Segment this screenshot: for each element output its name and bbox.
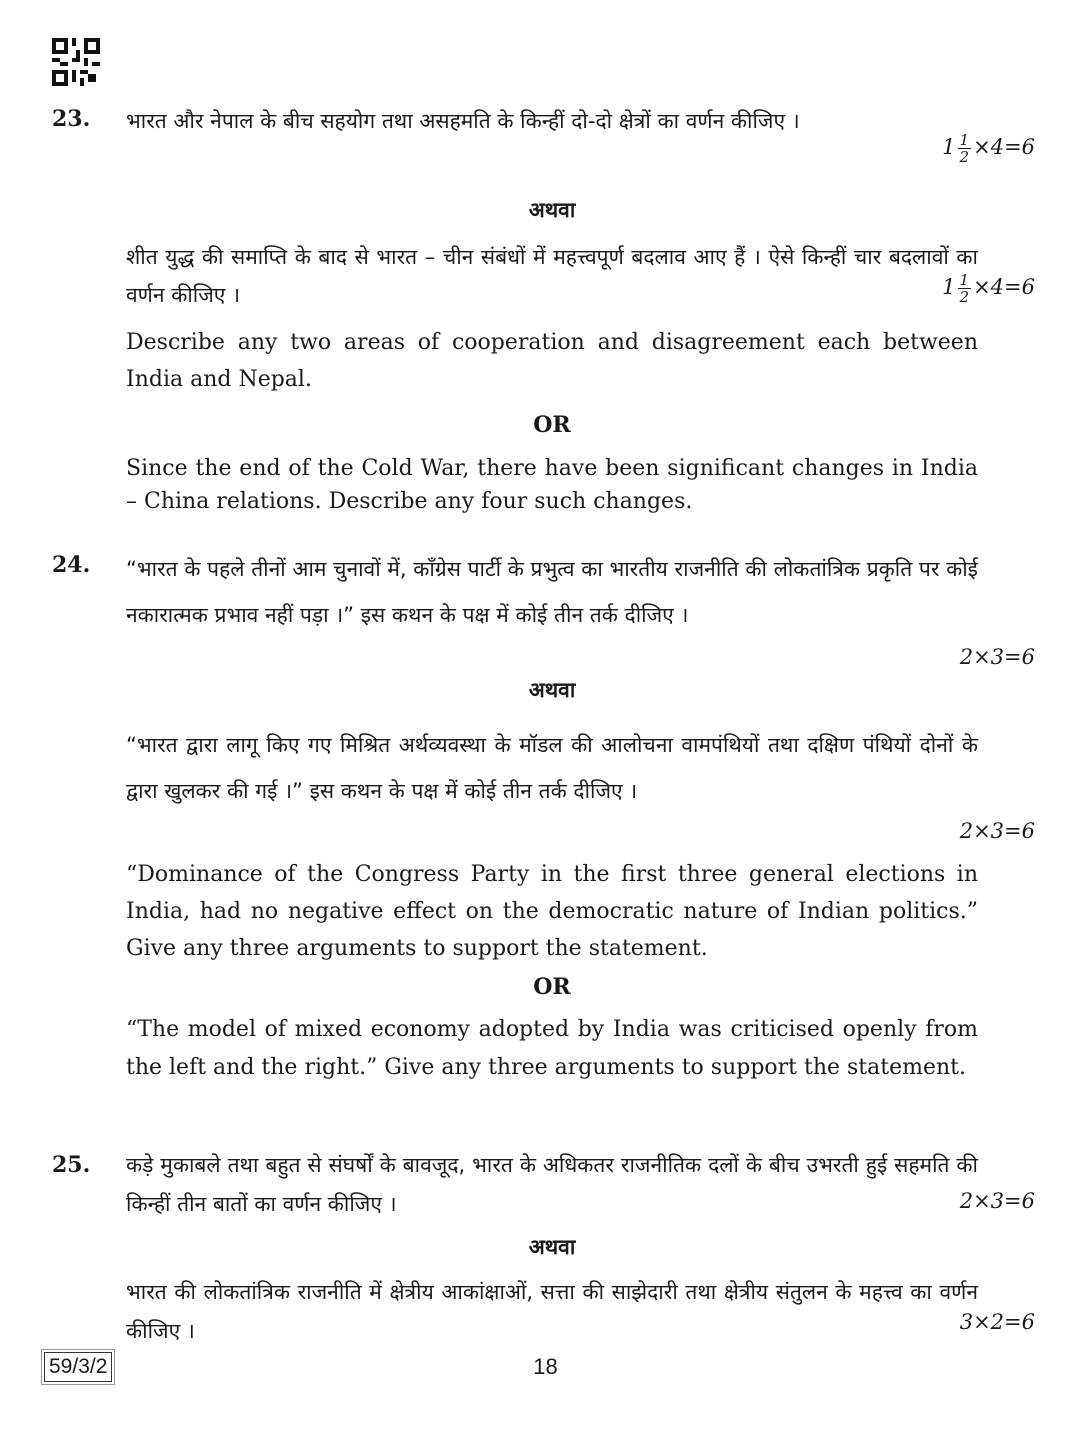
or-heading: OR xyxy=(533,974,571,1000)
question-text-english: “Dominance of the Congress Party in the first three general elections in India, had no negative effect on the democratic nature of Indian politics.” Give any three arguments to support the statement. xyxy=(126,862,978,961)
question-number: 23. xyxy=(52,106,91,132)
or-question-text-hindi: भारत की लोकतांत्रिक राजनीति में क्षेत्रीय आकांक्षाओं, सत्ता की साझेदारी तथा क्षेत्रीय संतुलन के महत्त्व का वर्णन कीजिए । xyxy=(126,1280,978,1343)
or-question-text-english: Since the end of the Cold War, there have been significant changes in India – China relations. Describe any four such changes. xyxy=(126,456,978,514)
fraction-denominator: 2 xyxy=(959,148,970,166)
marks: 3×2=6 xyxy=(959,1310,1035,1334)
marks xyxy=(942,132,1035,165)
or-question-text-hindi: “भारत द्वारा लागू किए गए मिश्रित अर्थव्यवस्था के मॉडल की आलोचना वामपंथियों तथा दक्षिण पंथियों दोनों के द्वारा खुलकर की गई ।” इस कथन के पक्ष में कोई तीन तर्क दीजिए । xyxy=(126,733,978,803)
question-text-english: Describe any two areas of cooperation and disagreement each between India and Nepal. xyxy=(126,330,978,392)
or-question-text-hindi: शीत युद्ध की समाप्ति के बाद से भारत – चीन संबंधों में महत्त्वपूर्ण बदलाव आए हैं । ऐसे किन्हीं चार बदलावों का वर्णन कीजिए । xyxy=(126,245,978,307)
or-heading-hindi: अथवा xyxy=(528,678,576,702)
question-text-hindi: “भारत के पहले तीनों आम चुनावों में, काँग्रेस पार्टी के प्रभुत्व का भारतीय राजनीति की लोकतांत्रिक प्रकृति पर कोई नकारात्मक प्रभाव नहीं पड़ा ।” इस कथन के पक्ष में कोई तीन तर्क दीजिए । xyxy=(126,557,978,627)
page-number: 18 xyxy=(533,1354,558,1379)
or-heading: OR xyxy=(533,412,571,438)
marks-rest: ×4=6 xyxy=(973,275,1035,299)
marks xyxy=(942,272,1035,305)
qr-code xyxy=(52,38,100,86)
marks-rest: ×4=6 xyxy=(973,135,1035,159)
or-heading-hindi: अथवा xyxy=(528,198,576,222)
paper-code: 59/3/2 xyxy=(44,1352,112,1382)
question-number: 25. xyxy=(52,1152,91,1178)
marks: 2×3=6 xyxy=(959,645,1035,669)
marks-whole: 1 xyxy=(942,275,956,299)
question-text-hindi: भारत और नेपाल के बीच सहयोग तथा असहमति के किन्हीं दो-दो क्षेत्रों का वर्णन कीजिए । xyxy=(126,109,800,133)
marks: 2×3=6 xyxy=(959,1189,1035,1213)
fraction-numerator: 1 xyxy=(959,271,970,289)
question-text-hindi: कड़े मुकाबले तथा बहुत से संघर्षों के बावजूद, भारत के अधिकतर राजनीतिक दलों के बीच उभरती हुई सहमति की किन्हीं तीन बातों का वर्णन कीजिए । xyxy=(126,1153,978,1216)
question-number: 24. xyxy=(52,552,91,578)
marks: 2×3=6 xyxy=(959,819,1035,843)
fraction-numerator: 1 xyxy=(959,131,970,149)
fraction xyxy=(958,272,972,305)
or-heading-hindi: अथवा xyxy=(528,1235,576,1259)
marks-whole: 1 xyxy=(942,135,956,159)
fraction-denominator: 2 xyxy=(959,288,970,306)
or-question-text-english: “The model of mixed economy adopted by India was criticised openly from the left and the right.” Give any three arguments to support the statement. xyxy=(126,1017,978,1080)
fraction xyxy=(958,132,972,165)
